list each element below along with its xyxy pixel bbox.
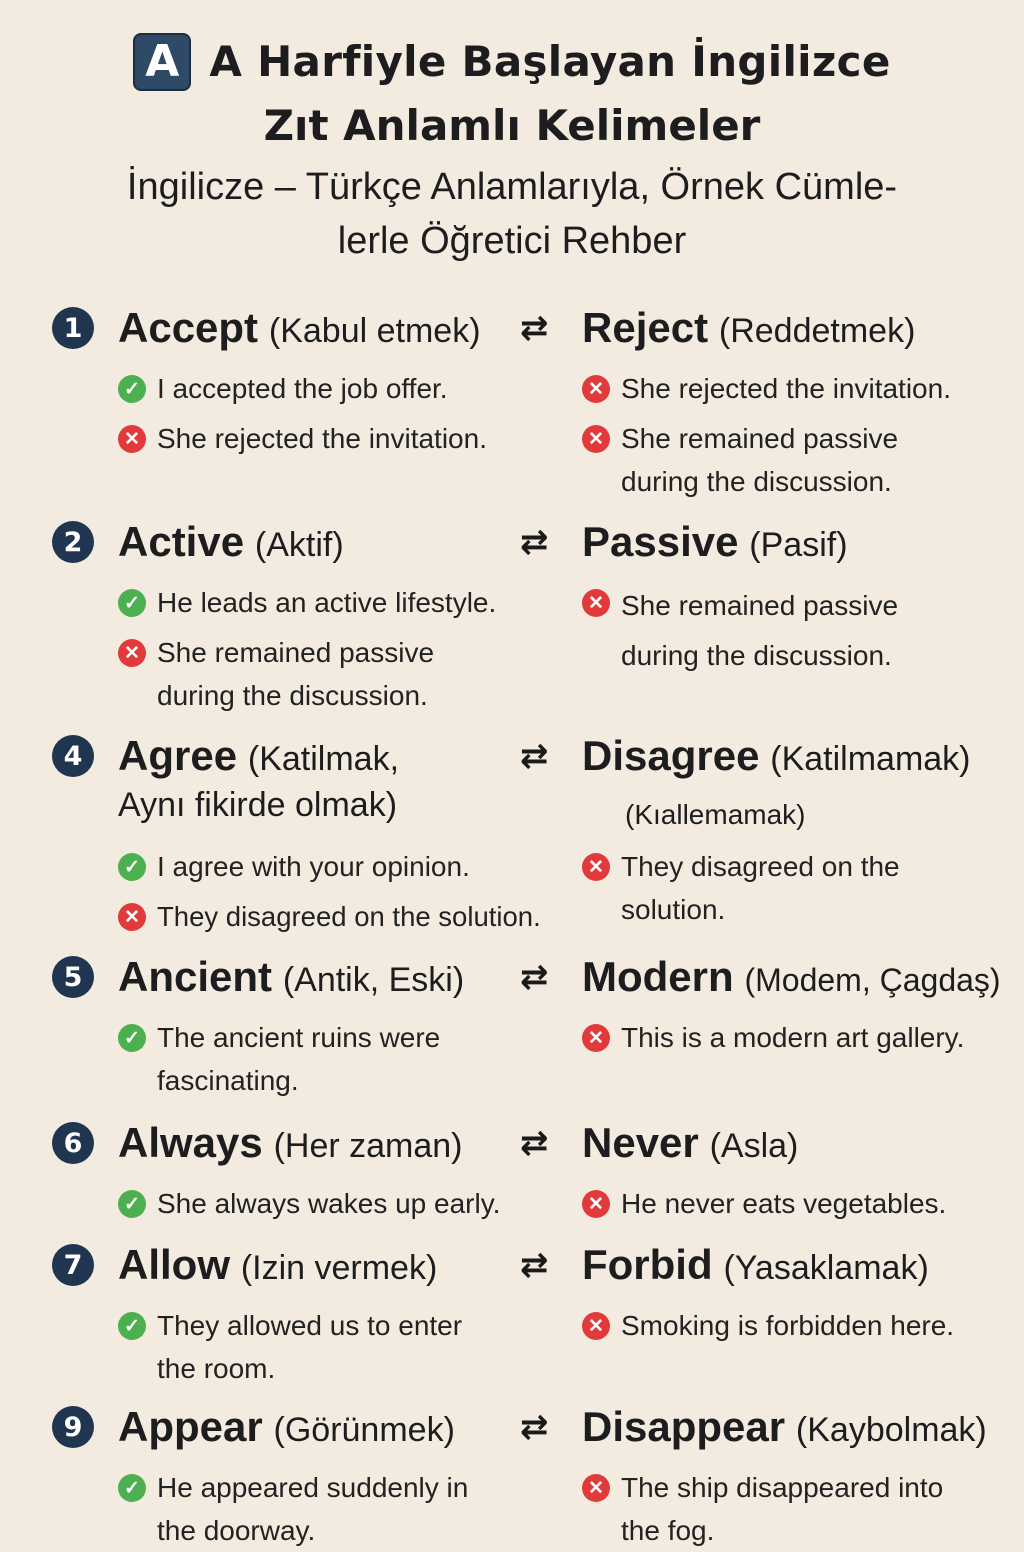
swap-arrows-icon: ⇄: [520, 308, 549, 348]
left-meaning: (Izin vermek): [240, 1249, 438, 1287]
right-word: Passive: [582, 518, 739, 565]
right-heading: [582, 1242, 929, 1291]
swap-arrows-icon: ⇄: [520, 522, 549, 562]
check-circle-icon: ✓: [118, 1024, 146, 1052]
right-heading: [582, 305, 915, 354]
x-circle-icon: ✕: [582, 1312, 610, 1340]
left-heading: [118, 519, 344, 568]
right-word: Modern: [582, 953, 734, 1000]
left-word: Agree: [118, 732, 238, 779]
right-meaning: (Asla): [709, 1127, 799, 1165]
left-word: Accept: [118, 304, 259, 351]
page-title-line-2: Zıt Anlamlı Kelimeler: [263, 101, 761, 150]
letter-a-badge-icon: A: [133, 33, 191, 91]
x-circle-icon: ✕: [118, 425, 146, 453]
right-meaning: (Yasaklamak): [723, 1249, 929, 1287]
page-title: A Harfiyle Başlayan İngilizce: [209, 37, 891, 86]
swap-arrows-icon: ⇄: [520, 736, 549, 776]
x-circle-icon: ✕: [582, 853, 610, 881]
left-meaning: (Görünmek): [273, 1411, 455, 1449]
right-meaning: (Reddetmek): [718, 312, 916, 350]
left-meaning: (Katilmak,: [247, 740, 400, 778]
left-heading: [118, 733, 399, 828]
right-heading: [582, 733, 971, 782]
check-circle-icon: ✓: [118, 375, 146, 403]
page-subtitle: İngilicze – Türkçe Anlamlarıyla, Örnek Cümle- lerle Öğretici Rehber: [126, 166, 898, 262]
entry-number: 9: [52, 1406, 94, 1448]
left-word: Ancient: [118, 953, 273, 1000]
swap-arrows-icon: ⇄: [520, 957, 549, 997]
left-meaning-line-2: Aynı fikirde olmak): [118, 786, 398, 824]
entry-number: 5: [52, 956, 94, 998]
left-meaning: (Aktif): [254, 526, 344, 564]
check-circle-icon: ✓: [118, 853, 146, 881]
left-heading: [118, 1404, 455, 1453]
check-circle-icon: ✓: [118, 589, 146, 617]
left-heading: [118, 954, 464, 1003]
left-meaning: (Antik, Eski): [282, 961, 465, 999]
entry-number: 7: [52, 1244, 94, 1286]
right-heading: [582, 954, 1001, 1003]
x-circle-icon: ✕: [582, 375, 610, 403]
x-circle-icon: ✕: [118, 903, 146, 931]
right-meaning: (Pasif): [749, 526, 848, 564]
swap-arrows-icon: ⇄: [520, 1123, 549, 1163]
entry-number: 1: [52, 307, 94, 349]
left-word: Allow: [118, 1241, 230, 1288]
right-word: Disagree: [582, 732, 760, 779]
right-heading: [582, 1120, 798, 1169]
right-word: Reject: [582, 304, 709, 351]
left-word: Appear: [118, 1403, 263, 1450]
right-meaning: (Modem, Çagdaş): [744, 962, 1001, 998]
left-heading: [118, 1242, 437, 1291]
x-circle-icon: ✕: [582, 1024, 610, 1052]
x-circle-icon: ✕: [582, 589, 610, 617]
entry-number: 2: [52, 521, 94, 563]
swap-arrows-icon: ⇄: [520, 1407, 549, 1447]
left-meaning: (Kabul etmek): [268, 312, 481, 350]
entry-number: 6: [52, 1122, 94, 1164]
left-heading: [118, 1120, 463, 1169]
right-word: Disappear: [582, 1403, 786, 1450]
x-circle-icon: ✕: [582, 425, 610, 453]
check-circle-icon: ✓: [118, 1190, 146, 1218]
x-circle-icon: ✕: [118, 639, 146, 667]
left-word: Active: [118, 518, 245, 565]
right-meaning: (Katilmamak): [770, 740, 971, 778]
left-meaning: (Her zaman): [273, 1127, 463, 1165]
check-circle-icon: ✓: [118, 1312, 146, 1340]
right-heading: [582, 1404, 987, 1453]
entry-number: 4: [52, 735, 94, 777]
right-note: (Kıallemamak): [625, 799, 806, 830]
page-header: [0, 30, 1024, 268]
right-heading: [582, 519, 848, 568]
x-circle-icon: ✕: [582, 1190, 610, 1218]
x-circle-icon: ✕: [582, 1474, 610, 1502]
swap-arrows-icon: ⇄: [520, 1245, 549, 1285]
check-circle-icon: ✓: [118, 1474, 146, 1502]
left-word: Always: [118, 1119, 263, 1166]
right-meaning: (Kaybolmak): [795, 1411, 987, 1449]
left-heading: [118, 305, 481, 354]
right-word: Forbid: [582, 1241, 713, 1288]
right-word: Never: [582, 1119, 699, 1166]
